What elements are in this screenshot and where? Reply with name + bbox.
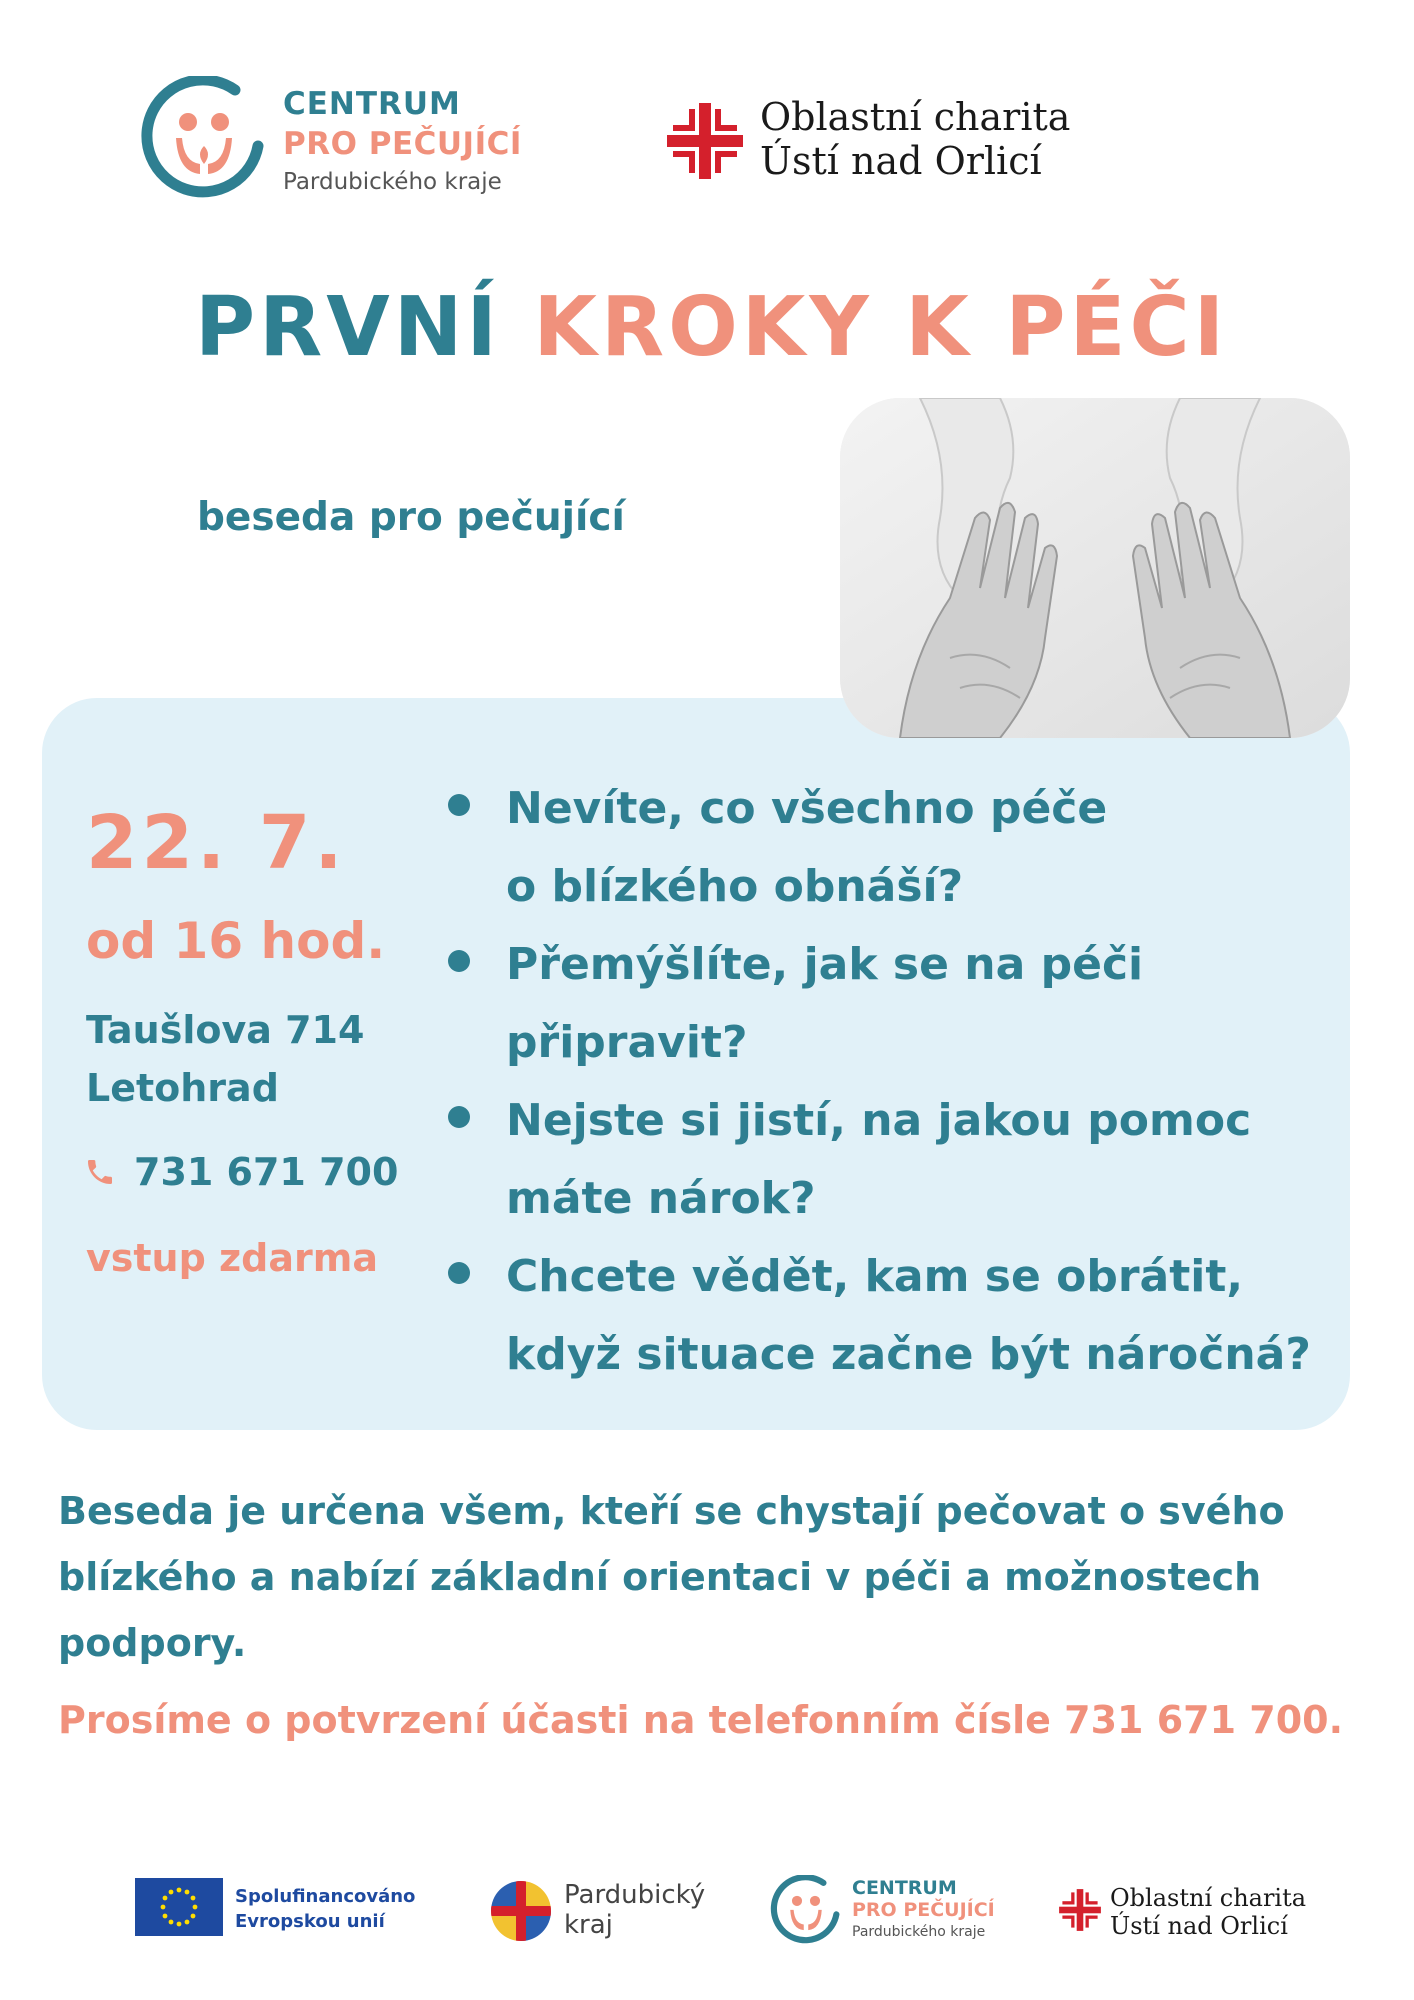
phone-number: 731 671 700 <box>134 1150 399 1194</box>
centrum-logo-line2: PRO PEČUJÍCÍ <box>283 126 522 162</box>
family-circle-logo-icon <box>770 1875 842 1947</box>
charita-logo-line2: Ústí nad Orlicí <box>760 139 1042 183</box>
family-circle-logo-icon <box>140 76 268 204</box>
caritas-cross-icon <box>665 101 745 181</box>
footer-charita-logo <box>1058 1886 1318 1956</box>
hands-illustration-icon <box>840 398 1350 738</box>
charita-logo <box>665 95 1085 195</box>
centrum-logo-line1: CENTRUM <box>283 86 461 122</box>
subtitle: beseda pro pečující <box>197 495 625 540</box>
list-item: Přemýšlíte, jak se na péči připravit? <box>440 926 1330 1082</box>
pardubicky-kraj-logo-icon <box>490 1880 552 1942</box>
caritas-cross-icon <box>1058 1888 1102 1932</box>
list-item: Chcete vědět, kam se obrátit, když situace začne být náročná? <box>440 1238 1330 1394</box>
footer-centrum-logo <box>770 1875 1020 1955</box>
footer-charita-line2: Ústí nad Orlicí <box>1110 1912 1288 1940</box>
address-street: Taušlova 714 <box>86 1008 365 1052</box>
footer-eu-logo <box>135 1878 435 1938</box>
bullet-icon <box>448 1106 470 1128</box>
page-title <box>195 280 1228 375</box>
address-city: Letohrad <box>86 1066 279 1110</box>
event-date: 22. 7. <box>86 800 347 886</box>
footer-centrum-line1: CENTRUM <box>852 1877 957 1899</box>
centrum-logo <box>140 76 560 206</box>
event-time: od 16 hod. <box>86 912 386 970</box>
holding-hands-photo <box>840 398 1350 738</box>
title-part1: PRVNÍ <box>195 280 501 375</box>
title-part2: KROKY K PÉČI <box>533 280 1229 375</box>
eu-logo-text: Spolufinancováno Evropskou unií <box>235 1886 416 1932</box>
footer-centrum-line3: Pardubického kraje <box>852 1924 986 1940</box>
question-list <box>440 770 1330 1394</box>
footer-centrum-line2: PRO PEČUJÍCÍ <box>852 1899 995 1921</box>
bullet-icon <box>448 794 470 816</box>
confirmation-text: Prosíme o potvrzení účasti na telefonním čísle 731 671 700. <box>58 1698 1344 1742</box>
list-item: Nevíte, co všechno péče o blízkého obnáší? <box>440 770 1330 926</box>
eu-flag-icon <box>135 1878 223 1936</box>
phone-contact[interactable] <box>84 1150 398 1194</box>
phone-icon <box>84 1156 116 1188</box>
footer-charita-line1: Oblastní charita <box>1110 1884 1307 1912</box>
description-text: Beseda je určena všem, kteří se chystají pečovat o svého blízkého a nabízí základní orientaci v péči a možnostech podpory. <box>58 1489 1285 1665</box>
charita-logo-line1: Oblastní charita <box>760 95 1071 139</box>
centrum-logo-line3: Pardubického kraje <box>283 169 502 195</box>
list-item: Nejste si jistí, na jakou pomoc máte nárok? <box>440 1082 1330 1238</box>
pardubicky-logo-text: Pardubický kraj <box>564 1880 706 1940</box>
bullet-icon <box>448 950 470 972</box>
bullet-icon <box>448 1262 470 1284</box>
entry-free: vstup zdarma <box>86 1236 378 1280</box>
footer-pardubicky-logo <box>490 1878 710 1948</box>
